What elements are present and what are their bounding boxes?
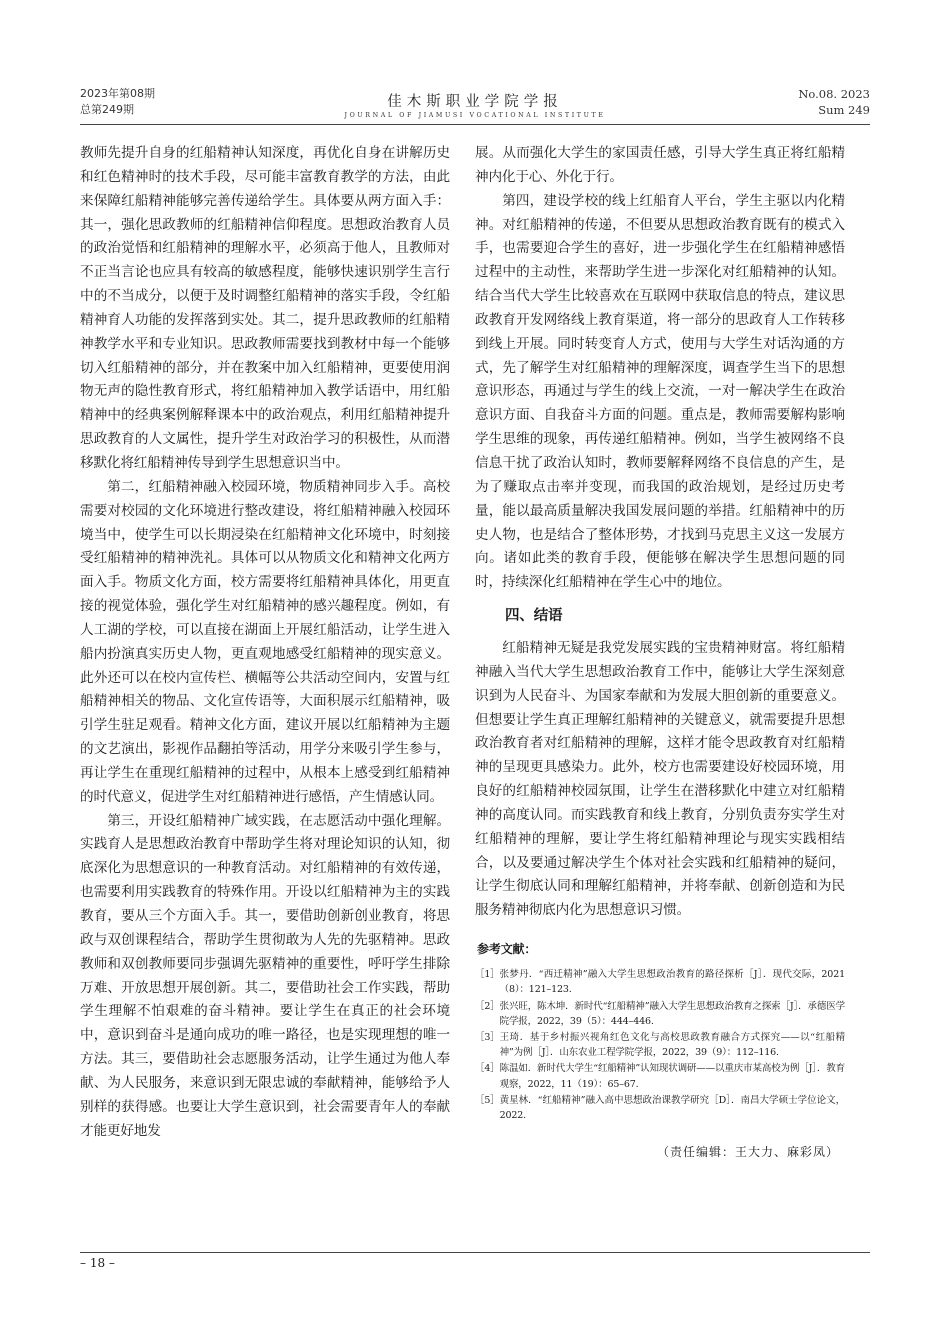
reference-number: ［5］	[475, 1094, 500, 1106]
reference-text: 张梦丹．“西迁精神”融入大学生思想政治教育的路径探析［J］．现代交际，2021（8）：121–123.	[499, 969, 845, 996]
issue-en: No.08. 2023	[798, 87, 870, 101]
reference-item	[475, 1093, 845, 1123]
reference-number: ［1］	[475, 969, 500, 981]
page-footer	[80, 1252, 870, 1270]
body-paragraph: 第三，开设红船精神广域实践，在志愿活动中强化理解。实践育人是思想政治教育中帮助学生将对理论知识的认知，彻底深化为思想意识的一种教育活动。对红船精神的有效传递，也需要利用实践教育的特殊作用。开设以红船精神为主的实践教育，要从三个方面入手。其一，要借助创新创业教育，将思政与双创课程结合，帮助学生贯彻敢为人先的先驱精神。思政教师和双创教师要同步强调先驱精神的重要性，呼吁学生排除万难、开放思想开展创新。其二，要借助社会工作实践，帮助学生理解不怕艰难的奋斗精神。要让学生在真正的社会环境中，意识到奋斗是通向成功的唯一路径，也是实现理想的唯一方法。其三，要借助社会志愿服务活动，让学生通过为他人奉献、为人民服务，来意识到无限忠诚的奉献精神，能够给予人别样的获得感。也要让大学生意识到，社会需要青年人的奉献才能更好地发	[80, 812, 450, 1139]
journal-en: JOURNAL OF JIAMUSI VOCATIONAL INSTITUTE	[344, 112, 606, 119]
reference-item	[475, 1061, 845, 1091]
conclusion-paragraph: 红船精神无疑是我党发展实践的宝贵精神财富。将红船精神融入当代大学生思想政治教育工作中，能够让大学生深刻意识到为人民奋斗、为国家奉献和为发展大胆创新的重要意义。但想要让学生真正理解红船精神的关键意义，就需要提升思想政治教育者对红船精神的理解，这样才能令思政教育对红船精神的呈现更具感染力。此外，校方也需要建设好校园环境，用良好的红船精神校园氛围，让学生在潜移默化中建立对红船精神的高度认同。而实践教育和线上教育，分别负责夯实学生对红船精神的理解，要让学生将红船精神理论与现实实践相结合，以及要通过解决学生个体对社会实践和红船精神的疑问，让学生彻底认同和理解红船精神，并将奉献、创新创造和为民服务精神彻底内化为思想意识习惯。	[475, 640, 845, 919]
right-column	[475, 142, 845, 1165]
reference-number: ［3］	[475, 1031, 500, 1043]
reference-text: 张兴旺，陈木坤．新时代“红船精神”融入大学生思想政治教育之探索［J］．承德医学院学报，2022，39（5）：444–446.	[499, 1000, 845, 1027]
body-paragraph: 第四，建设学校的线上红船育人平台，学生主驱以内化精神。对红船精神的传递，不但要从思想政治教育既有的模式入手，也需要迎合学生的喜好，进一步强化学生在红船精神感悟过程中的主动性，来帮助学生进一步深化对红船精神的认知。结合当代大学生比较喜欢在互联网中获取信息的特点，建议思政教育开发网络线上教育渠道，将一部分的思政育人工作转移到线上开展。同时转变育人方式，使用与大学生对话沟通的方式，先了解学生对红船精神的理解深度，调查学生当下的思想意识形态，再通过与学生的线上交流，一对一解决学生在政治意识方面、自我奋斗方面的问题。重点是，教师需要解构影响学生思维的现象，再传递红船精神。例如，当学生被网络不良信息干扰了政治认知时，教师要解释网络不良信息的产生，是为了赚取点击率并变现，而我国的政治规划，是经过历史考量，能以最高质量解决我国发展问题的举措。红船精神中的历史人物，也是结合了整体形势，才找到马克思主义这一发展方向。诸如此类的教育手段，便能够在解决学生思想问题的同时，持续深化红船精神在学生心中的地位。	[475, 192, 845, 591]
section-heading: 四、结语	[505, 608, 563, 625]
total-en: Sum 249	[818, 103, 870, 117]
reference-number: ［2］	[475, 1000, 500, 1012]
body-paragraph: 教师先提升自身的红船精神认知深度，再优化自身在讲解历史和红色精神时的技术手段，尽可能丰富教育教学的方法，由此来保障红船精神能够完善传递给学生。具体要从两方面入手：其一，强化思政教师的红船精神信仰程度。思想政治教育人员的政治觉悟和红船精神的理解水平，必须高于他人，且教师对不正当言论也应具有较高的敏感程度，能够快速识别学生言行中的不当成分，以便于及时调整红船精神的落实手段，令红船精神育人功能的发挥落到实处。其二，提升思政教师的红船精神教学水平和专业知识。思政教师需要找到教材中每一个能够切入红船精神的部分，并在教案中加入红船精神，更要使用润物无声的隐性教育形式，将红船精神加入教学话语中，用红船精神中的经典案例解释课本中的政治观点，利用红船精神提升思政教育的人文属性，提升学生对政治学习的积极性，从而潜移默化将红船精神传导到学生思想意识当中。	[80, 145, 450, 471]
reference-text: 黄星林．“红船精神”融入高中思想政治课教学研究［D］．南昌大学硕士学位论文，2022.	[499, 1094, 845, 1121]
reference-number: ［4］	[475, 1063, 500, 1075]
issue-cn: 2023年第08期	[80, 87, 155, 100]
reference-item	[475, 1030, 845, 1060]
responsible-editor: （责任编辑：王大力、麻彩凤）	[656, 1145, 839, 1160]
reference-item	[475, 999, 845, 1029]
references-heading: 参考文献：	[477, 942, 537, 957]
reference-list	[475, 967, 845, 1123]
reference-item	[475, 967, 845, 997]
journal-cn: 佳木斯职业学院学报	[387, 94, 563, 110]
total-cn: 总第249期	[80, 103, 134, 116]
journal-title	[80, 90, 870, 119]
reference-text: 陈温如．新时代大学生“红船精神”认知现状调研——以重庆市某高校为例［J］．教育观察，2022，11（19）：65–67.	[499, 1063, 845, 1090]
header-right	[798, 86, 870, 118]
page-number: – 18 –	[80, 1256, 115, 1270]
body-paragraph: 展。从而强化大学生的家国责任感，引导大学生真正将红船精神内化于心、外化于行。	[475, 145, 845, 185]
left-column	[80, 142, 450, 1143]
page-header	[80, 86, 870, 125]
body-paragraph: 第二，红船精神融入校园环境，物质精神同步入手。高校需要对校园的文化环境进行整改建设，将红船精神融入校园环境当中，使学生可以长期浸染在红船精神文化环境中，时刻接受红船精神的精神洗礼。具体可以从物质文化和精神文化两方面入手。物质文化方面，校方需要将红船精神具体化，用更直接的视觉体验，强化学生对红船精神的感兴趣程度。例如，有人工湖的学校，可以直接在湖面上开展红船活动，让学生进入船内扮演真实历史人物，更直观地感受红船精神的现实意义。此外还可以在校内宣传栏、横幅等公共活动空间内，安置与红船精神相关的物品、文化宣传语等，大面积展示红船精神，吸引学生驻足观看。精神文化方面，建议开展以红船精神为主题的文艺演出，影视作品翻拍等活动，用学分来吸引学生参与，再让学生在重现红船精神的过程中，从根本上感受到红船精神的时代意义，促进学生对红船精神进行感悟，产生情感认同。	[80, 478, 450, 805]
reference-text: 王琦．基于乡村振兴视角红色文化与高校思政教育融合方式探究——以“红船精神”为例［J］．山东农业工程学院学报，2022，39（9）：112–116.	[499, 1031, 845, 1059]
